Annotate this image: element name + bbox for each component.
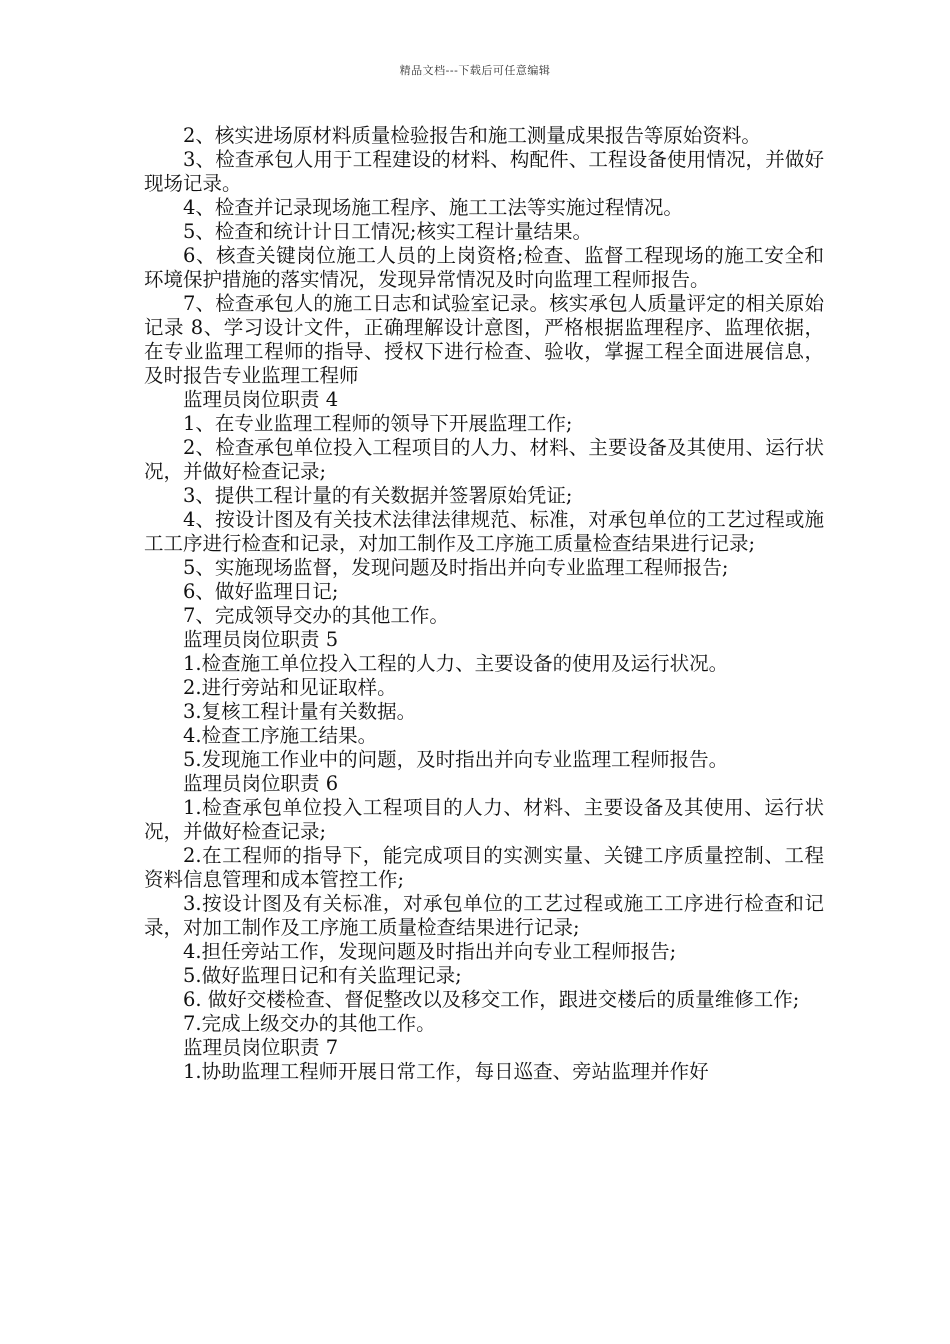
paragraph: 7、完成领导交办的其他工作。 (183, 604, 449, 627)
paragraph: 2.在工程师的指导下，能完成项目的实测实量、关键工序质量控制、工程资料信息管理和成本管控工作; (144, 844, 824, 891)
paragraph: 2、核实进场原材料质量检验报告和施工测量成果报告等原始资料。 (183, 124, 761, 147)
section-heading: 监理员岗位职责 6 (183, 772, 339, 795)
paragraph: 3.按设计图及有关标准，对承包单位的工艺过程或施工工序进行检查和记录，对加工制作及工序施工质量检查结果进行记录; (144, 892, 824, 939)
section-heading: 监理员岗位职责 4 (183, 388, 339, 411)
paragraph: 7.完成上级交办的其他工作。 (183, 1012, 436, 1035)
paragraph: 1.协助监理工程师开展日常工作，每日巡查、旁站监理并作好 (183, 1060, 709, 1083)
paragraph: 5.做好监理日记和有关监理记录; (183, 964, 462, 987)
paragraph: 5、实施现场监督，发现问题及时指出并向专业监理工程师报告; (183, 556, 729, 579)
paragraph: 1.检查承包单位投入工程项目的人力、材料、主要设备及其使用、运行状况，并做好检查记录; (144, 796, 824, 843)
section-heading: 监理员岗位职责 5 (183, 628, 339, 651)
paragraph: 2.进行旁站和见证取样。 (183, 676, 397, 699)
paragraph: 4、检查并记录现场施工程序、施工工法等实施过程情况。 (183, 196, 683, 219)
document-body (144, 124, 824, 1084)
paragraph: 6. 做好交楼检查、督促整改以及移交工作，跟进交楼后的质量维修工作; (183, 988, 800, 1011)
paragraph: 7、检查承包人的施工日志和试验室记录。核实承包人质量评定的相关原始记录 8、学习设计文件，正确理解设计意图，严格根据监理程序、监理依据，在专业监理工程师的指导、授权下进行检查、验收，掌握工程全面进展信息，及时报告专业监理工程师 (144, 292, 824, 387)
paragraph: 1.检查施工单位投入工程的人力、主要设备的使用及运行状况。 (183, 652, 729, 675)
paragraph: 4、按设计图及有关技术法律法律规范、标准，对承包单位的工艺过程或施工工序进行检查和记录，对加工制作及工序施工质量检查结果进行记录; (144, 508, 824, 555)
paragraph: 5.发现施工作业中的问题，及时指出并向专业监理工程师报告。 (183, 748, 729, 771)
paragraph: 3、检查承包人用于工程建设的材料、构配件、工程设备使用情况，并做好现场记录。 (144, 148, 824, 195)
paragraph: 2、检查承包单位投入工程项目的人力、材料、主要设备及其使用、运行状况，并做好检查记录; (144, 436, 824, 483)
section-heading: 监理员岗位职责 7 (183, 1036, 339, 1059)
paragraph: 3.复核工程计量有关数据。 (183, 700, 417, 723)
paragraph: 1、在专业监理工程师的领导下开展监理工作; (183, 412, 573, 435)
paragraph: 4.担任旁站工作，发现问题及时指出并向专业工程师报告; (183, 940, 677, 963)
page-header: 精品文档---下载后可任意编辑 (399, 64, 551, 77)
paragraph: 6、做好监理日记; (183, 580, 339, 603)
paragraph: 3、提供工程计量的有关数据并签署原始凭证; (183, 484, 573, 507)
paragraph: 5、检查和统计计日工情况;核实工程计量结果。 (183, 220, 592, 243)
paragraph: 6、核查关键岗位施工人员的上岗资格;检查、监督工程现场的施工安全和环境保护措施的落实情况，发现异常情况及时向监理工程师报告。 (144, 244, 824, 291)
paragraph: 4.检查工序施工结果。 (183, 724, 378, 747)
